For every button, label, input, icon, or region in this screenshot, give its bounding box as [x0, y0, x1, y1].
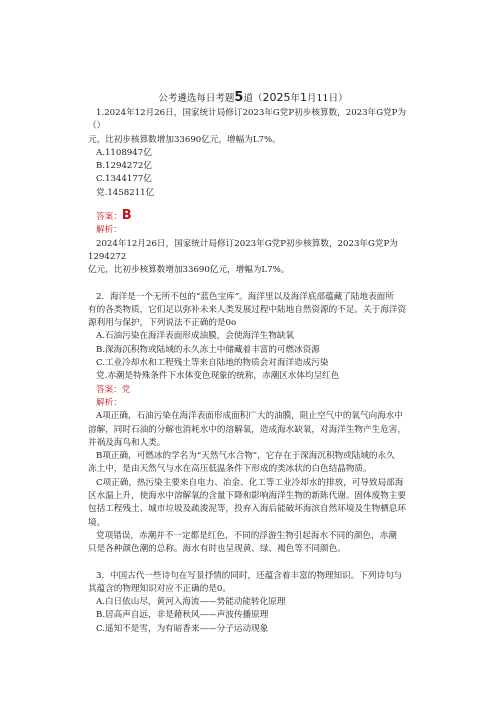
question-stem: 元，比初步核算数增加33690亿元，增幅为L7%。	[88, 134, 281, 145]
answer-label: 答案：	[96, 212, 122, 223]
analysis-text: 冻土中，是由天然气与水在高压低温条件下形成的类冰状的白色结晶物质。	[88, 464, 372, 475]
title-year-suffix: 年	[290, 93, 300, 104]
option-d: 党.1458211亿	[96, 187, 155, 198]
option-a: A.1108947亿	[96, 147, 152, 158]
answer-line	[88, 209, 418, 224]
answer-value: 党	[121, 384, 131, 395]
question-stem: 2．海洋是一个无所不包的“蓝色宝库”。海洋里以及海洋底部蕴藏了陆地表面所	[96, 291, 394, 302]
analysis-label: 解析：	[96, 397, 122, 408]
analysis-text: 党项错误，赤潮并不一定都是红色，不同的浮游生物引起海水不同的颜色，赤潮	[96, 530, 397, 541]
question-stem: 源利用与保护，下列说法不正确的是0o	[88, 318, 237, 329]
analysis-text: 2024年12月26日，国家统计局修订2023年G党P初步核算数，2023年G党P为1294272	[88, 238, 398, 262]
question-2	[88, 291, 418, 557]
analysis-text: A项正确，石油污染在海洋表面形成面积广大的油膜，阻止空气中的氧气向海水中	[96, 411, 403, 422]
option-c: C.1344177亿	[96, 174, 152, 185]
document-page	[88, 90, 418, 636]
title-rest: 月11日）	[307, 93, 348, 104]
analysis-text: 亿元，比初步核算数增加33690亿元，增幅为L7%。	[88, 265, 290, 276]
analysis-text: 只是各种颜色潮的总称。海水有时也呈现黄、绿、褐色等不同颜色。	[88, 544, 346, 555]
answer-label: 答案：	[96, 384, 122, 395]
option-c: C.工业冷却水和工程残土等来自陆地的物质会对海洋造成污染	[96, 358, 329, 369]
title-count: 5	[234, 90, 244, 105]
analysis-text: B项正确，可燃冰的学名为“天然气水合物”，它存在于深海沉积物或陆域的永久	[96, 451, 395, 462]
option-b: B.居高声自远，非是藉秋风——声波传播原理	[96, 610, 269, 621]
analysis-text: 溶解，同时石油的分解也消耗水中的溶解氧，造成海水缺氧，对海洋生物产生危害，	[88, 424, 406, 435]
analysis-text: 境。	[88, 517, 106, 528]
option-a: A.白日依山尽，黄河入海流——势能动能转化原理	[96, 597, 286, 608]
page-title	[88, 90, 418, 107]
analysis-text: 区水温上升，使海水中溶解氧的含量下降和影响海洋生物的新陈代谢。固体废物主要	[88, 491, 406, 502]
question-stem: 1.2024年12月26日，国家统计局修订2023年G党P初步核算数，2023年G党P为（）	[88, 108, 407, 132]
question-3	[88, 570, 418, 636]
question-1	[88, 107, 418, 278]
option-c: C.遥知不是雪，为有暗香来——分子运动现象	[96, 623, 269, 634]
title-month: 1	[300, 91, 307, 104]
option-b: B.深海沉积物或陆域的永久冻土中储藏着丰富的可燃冰资源	[96, 344, 320, 355]
title-year: 2025	[262, 91, 291, 104]
option-a: A.石油污染在海洋表面形成油膜，会使海洋生物缺氧	[96, 331, 295, 342]
question-stem: 3．中国古代一些诗句在写景抒情的同时，还蕴含着丰富的物理知识。下列诗句与	[96, 570, 403, 581]
question-stem: 有的各类物质，它们足以弥补未来人类发展过程中陆地自然资源的不足。关于海洋资	[88, 304, 406, 315]
option-d: 党.赤潮是特殊条件下水体变色现象的统称，赤潮区水体均呈红色	[96, 371, 340, 382]
answer-line	[88, 384, 418, 397]
question-stem: 其蕴含的物理知识对应不正确的是0。	[88, 583, 231, 594]
analysis-text: 包括工程残土、城市垃圾及疏浚泥等，投弃入海后能破坏海滨自然环境及生物栖息环	[88, 504, 406, 515]
option-b: B.1294272亿	[96, 161, 152, 172]
title-prefix: 公考遴选每日考题	[158, 93, 235, 104]
answer-value: B	[121, 208, 132, 224]
analysis-text: 并祸及海鸟和人类。	[88, 437, 166, 448]
title-middle: 道（	[243, 93, 263, 104]
analysis-text: C项正确，热污染主要来自电力、冶金、化工等工业冷却水的排放，可导致局部海	[96, 477, 404, 488]
analysis-label: 解析：	[96, 225, 122, 236]
